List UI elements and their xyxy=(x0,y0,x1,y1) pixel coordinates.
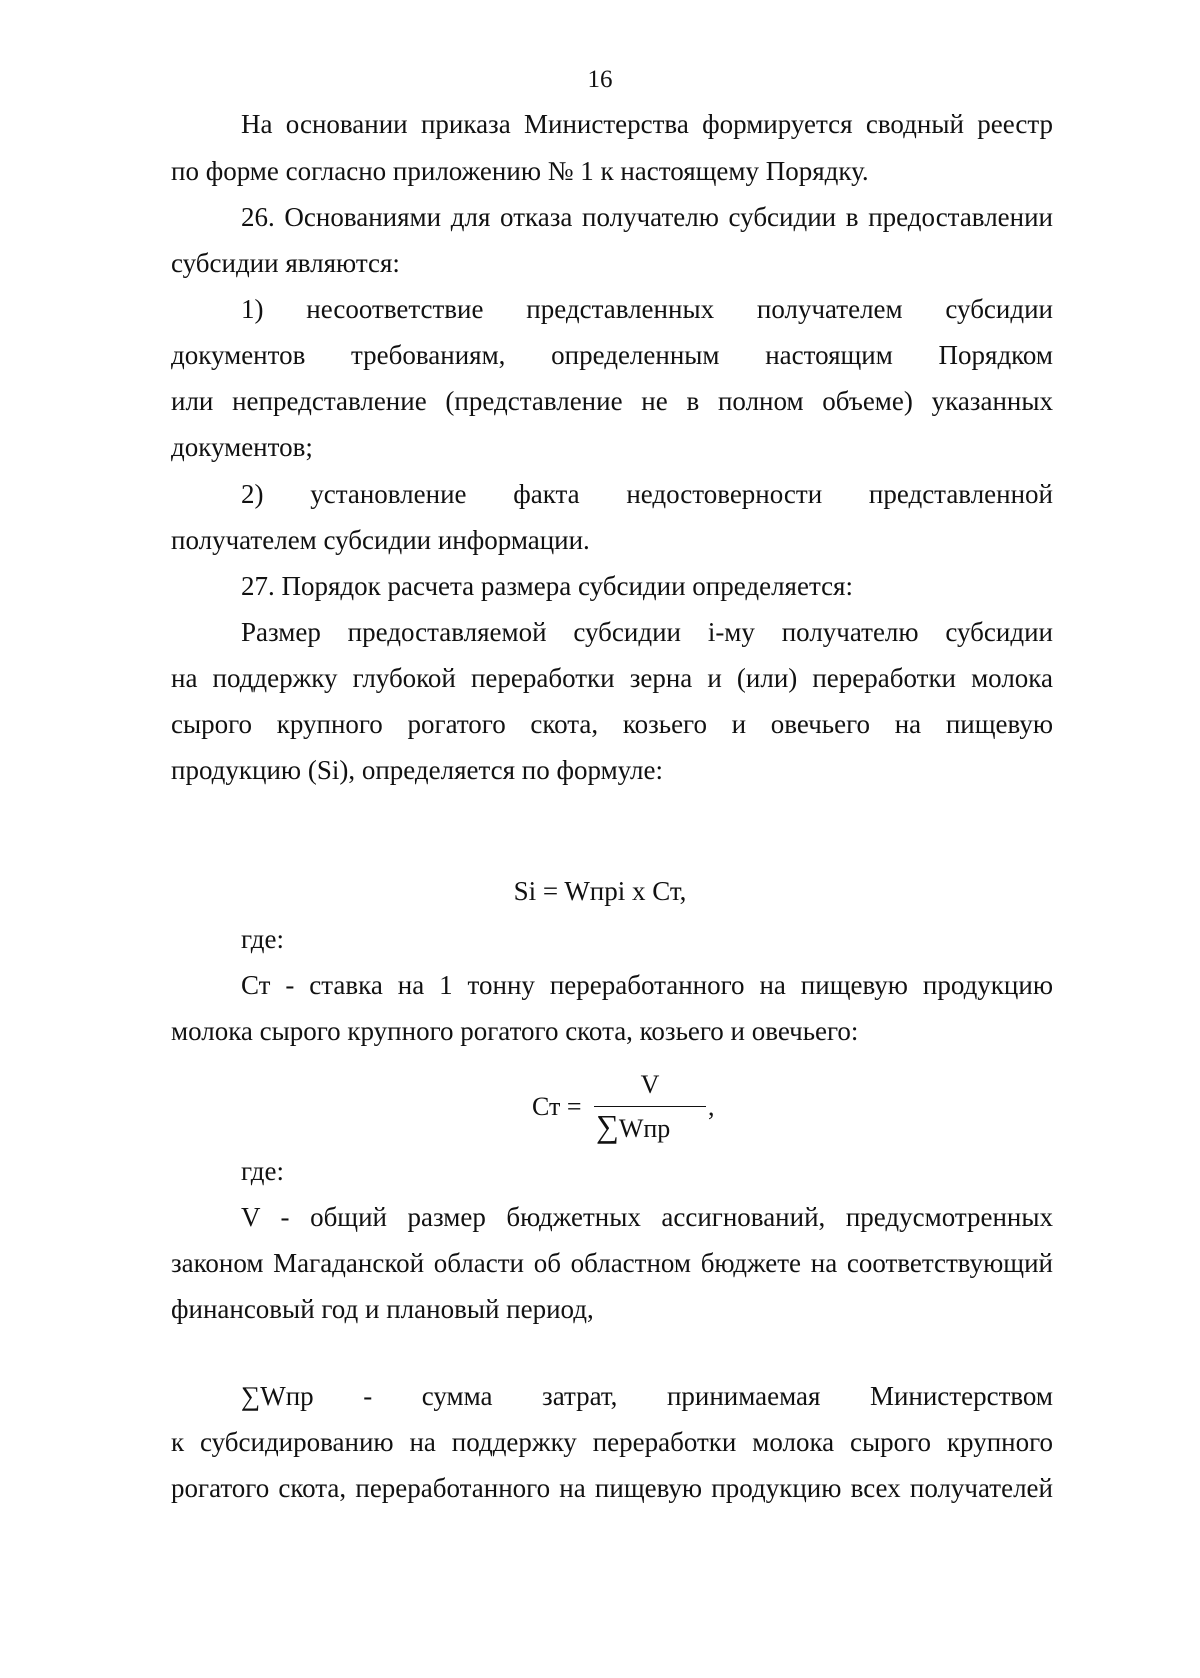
formula-denominator xyxy=(596,1108,670,1145)
paragraph-line: субсидии являются: xyxy=(171,248,400,278)
paragraph-line: где: xyxy=(241,924,284,954)
paragraph-line: молока сырого крупного рогатого скота, козьего и овечьего: xyxy=(171,1016,859,1046)
paragraph-line: Размер предоставляемой субсидии i-му получателю субсидии xyxy=(241,617,1053,647)
paragraph-line: законом Магаданской области об областном бюджете на соответствующий xyxy=(171,1248,1053,1278)
paragraph-line: продукцию (Si), определяется по формуле: xyxy=(171,755,663,785)
paragraph-line: 1) несоответствие представленных получателем субсидии xyxy=(241,294,1053,324)
sigma-symbol: ∑ xyxy=(596,1108,619,1144)
paragraph-line: 27. Порядок расчета размера субсидии определяется: xyxy=(241,571,853,601)
paragraph-line: V - общий размер бюджетных ассигнований, предусмотренных xyxy=(241,1202,1053,1232)
paragraph-line: получателем субсидии информации. xyxy=(171,525,590,555)
paragraph-line: на поддержку глубокой переработки зерна и (или) переработки молока xyxy=(171,663,1053,693)
paragraph-line: ∑Wпр - сумма затрат, принимаемая Министерством xyxy=(241,1381,1053,1411)
paragraph-line: сырого крупного рогатого скота, козьего и овечьего на пищевую xyxy=(171,709,1053,739)
formula-si: Si = Wпрi x Ст, xyxy=(513,876,687,906)
denominator-text: Wпр xyxy=(618,1114,671,1143)
paragraph-line: или непредставление (представление не в полном объеме) указанных xyxy=(171,386,1053,416)
fraction-bar xyxy=(594,1106,706,1107)
paragraph-line: где: xyxy=(241,1156,284,1186)
page-number: 16 xyxy=(587,66,613,93)
formula-lhs: Ст = xyxy=(532,1092,582,1121)
paragraph-line: На основании приказа Министерства формируется сводный реестр xyxy=(241,109,1053,139)
paragraph-line: 26. Основаниями для отказа получателю субсидии в предоставлении xyxy=(241,202,1053,232)
paragraph-line: финансовый год и плановый период, xyxy=(171,1294,594,1324)
paragraph-line: Ст - ставка на 1 тонну переработанного на пищевую продукцию xyxy=(241,970,1053,1000)
paragraph-line: по форме согласно приложению № 1 к настоящему Порядку. xyxy=(171,156,869,186)
paragraph-line: 2) установление факта недостоверности представленной xyxy=(241,479,1053,509)
formula-numerator: V xyxy=(640,1070,660,1099)
paragraph-line: к субсидированию на поддержку переработки молока сырого крупного xyxy=(171,1427,1053,1457)
paragraph-line: документов требованиям, определенным настоящим Порядком xyxy=(171,340,1053,370)
paragraph-line: документов; xyxy=(171,432,313,462)
formula-rate xyxy=(532,1070,715,1150)
paragraph-line: рогатого скота, переработанного на пищевую продукцию всех получателей xyxy=(171,1473,1053,1503)
formula-comma: , xyxy=(708,1092,715,1121)
